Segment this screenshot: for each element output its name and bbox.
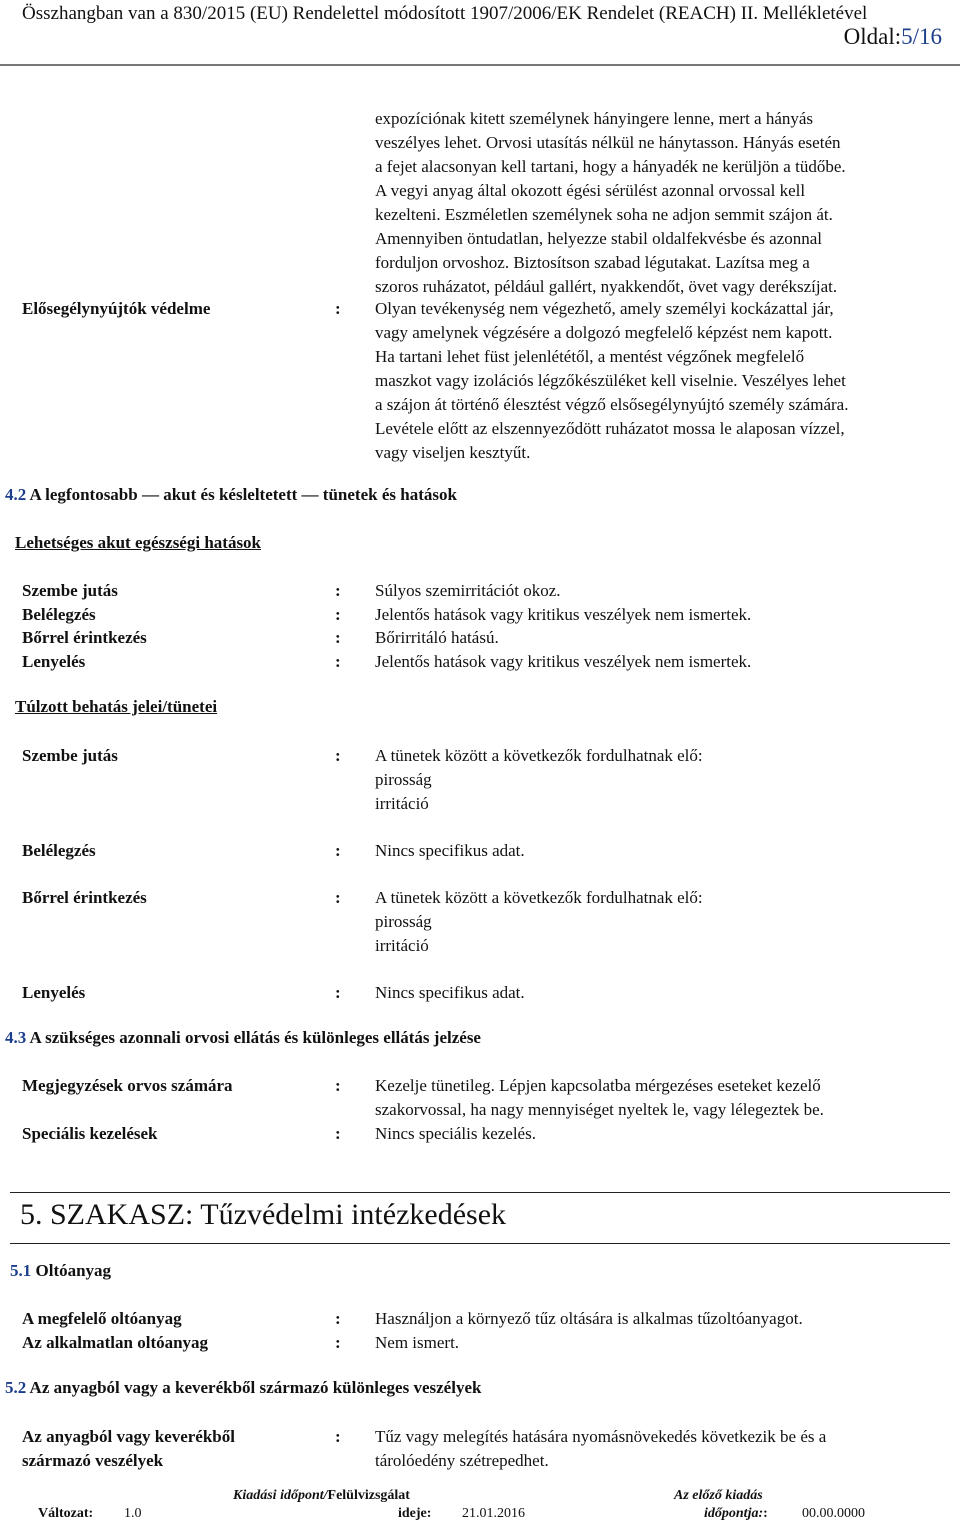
continuation-line: forduljon orvoshoz. Biztosítson szabad légutakat. Lazítsa meg a	[375, 253, 810, 272]
version-value: 1.0	[124, 1506, 142, 1521]
previous-issue-value: 00.00.0000	[802, 1506, 865, 1521]
section-5-1-heading	[10, 1261, 111, 1281]
acute-label: Bőrrel érintkezés	[22, 628, 147, 647]
section-number: 4.3	[5, 1028, 27, 1047]
extinguishing-media-value: Használjon a környező tűz oltására is alkalmas tűzoltóanyagot.	[375, 1309, 803, 1328]
first-aid-text	[375, 297, 950, 465]
previous-issue-label-bottom	[704, 1506, 768, 1522]
colon: :	[335, 652, 341, 671]
acute-value: Bőrirritáló hatású.	[375, 628, 499, 647]
hazards-line: tárolóedény szétrepedhet.	[375, 1451, 549, 1470]
first-aid-line: Olyan tevékenység nem végezhető, amely személyi kockázattal jár,	[375, 299, 834, 318]
section-number: 5.1	[10, 1261, 32, 1280]
colon: :	[335, 888, 341, 907]
acute-value: Jelentős hatások vagy kritikus veszélyek nem ismertek.	[375, 605, 752, 624]
special-treatment-value	[375, 1122, 945, 1146]
overexposure-line: pirosság	[375, 770, 432, 789]
colon: :	[335, 983, 341, 1002]
section-4-2-heading	[5, 485, 457, 505]
prev-label-colon: :	[763, 1506, 768, 1521]
issue-date-label-bottom: ideje:	[398, 1506, 432, 1521]
unsuitable-media-label: Az alkalmatlan oltóanyag	[22, 1333, 209, 1352]
continuation-line: a fejet alacsonyan kell tartani, hogy a hányadék ne kerüljön a tüdőbe.	[375, 157, 846, 176]
prev-label-b: időpontja:	[704, 1506, 764, 1521]
physician-notes-line: szakorvossal, ha nagy mennyiséget nyeltek le, vagy lélegeztek be.	[375, 1100, 824, 1119]
overexposure-value	[375, 981, 945, 1005]
previous-issue-label-top: Az előző kiadás	[674, 1488, 763, 1503]
hazards-label-line: származó veszélyek	[22, 1451, 164, 1470]
overexposure-value	[375, 839, 945, 863]
section-title: A szükséges azonnali orvosi ellátás és különleges ellátás jelzése	[26, 1028, 481, 1047]
section-4-3-heading	[5, 1028, 481, 1048]
overexposure-heading: Túlzott behatás jelei/tünetei	[15, 697, 218, 716]
version-label: Változat:	[38, 1506, 94, 1521]
unsuitable-media-value: Nem ismert.	[375, 1333, 460, 1352]
colon: :	[335, 1124, 341, 1143]
overexposure-line: pirosság	[375, 912, 432, 931]
section-number: 5.2	[5, 1378, 27, 1397]
colon: :	[335, 605, 341, 624]
continuation-line: Amennyiben öntudatlan, helyezze stabil oldalfekvésbe és azonnal	[375, 229, 823, 248]
section-number: 4.2	[5, 485, 27, 504]
overexposure-label: Bőrrel érintkezés	[22, 888, 147, 907]
page-num: 5/16	[901, 24, 942, 49]
acute-label: Szembe jutás	[22, 581, 118, 600]
section-5-2-heading	[5, 1378, 481, 1398]
colon: :	[335, 628, 341, 647]
acute-label: Lenyelés	[22, 652, 86, 671]
page-number	[844, 24, 942, 50]
section-title: A legfontosabb — akut és késleltetett — tünetek és hatások	[26, 485, 457, 504]
document-header-title: Összhangban van a 830/2015 (EU) Rendelettel módosított 1907/2006/EK Rendelet (REACH) II. Mellékletével	[22, 3, 868, 24]
colon: :	[335, 1076, 341, 1095]
page-label: Oldal:	[843, 24, 902, 49]
acute-effects-heading: Lehetséges akut egészségi hatások	[15, 533, 262, 552]
first-aid-line: Ha tartani lehet füst jelenlététől, a mentést végzőnek megfelelő	[375, 347, 805, 366]
overexposure-value	[375, 744, 945, 816]
colon: :	[335, 581, 341, 600]
continuation-line: szoros ruházatot, például gallért, nyakkendőt, övet vagy derékszíjat.	[375, 277, 838, 296]
physician-notes-value	[375, 1074, 945, 1122]
colon: :	[335, 299, 341, 318]
header-divider	[0, 64, 960, 66]
continuation-line: kezelteni. Eszméletlen személynek soha ne adjon semmit szájon át.	[375, 205, 833, 224]
overexposure-label: Lenyelés	[22, 983, 86, 1002]
continuation-line: expozíciónak kitett személynek hányingere lenne, mert a hányás	[375, 109, 814, 128]
continuation-line: veszélyes lehet. Orvosi utasítás nélkül ne hánytasson. Hányás esetén	[375, 133, 841, 152]
first-aid-label: Elősegélynyújtók védelme	[22, 299, 211, 318]
issue-date-label-top	[233, 1488, 410, 1504]
colon: :	[335, 1309, 341, 1328]
continuation-line: A vegyi anyag által okozott égési sérülést azonnal orvossal kell	[375, 181, 806, 200]
acute-value: Súlyos szemirritációt okoz.	[375, 581, 561, 600]
overexposure-line: irritáció	[375, 936, 429, 955]
section-5-banner	[10, 1192, 950, 1244]
section-5-title: 5. SZAKASZ: Tűzvédelmi intézkedések	[20, 1198, 507, 1231]
hazards-value	[375, 1425, 945, 1473]
continuation-paragraph	[375, 107, 950, 299]
first-aid-line: maszkot vagy izolációs légzőkészüléket kell viselnie. Veszélyes lehet	[375, 371, 846, 390]
hazards-label-line: Az anyagból vagy keverékből	[22, 1427, 235, 1446]
colon: :	[335, 841, 341, 860]
colon: :	[335, 746, 341, 765]
overexposure-label: Belélegzés	[22, 841, 96, 860]
extinguishing-media-label: A megfelelő oltóanyag	[22, 1309, 182, 1328]
special-treatment-label: Speciális kezelések	[22, 1124, 158, 1143]
special-treatment-line: Nincs speciális kezelés.	[375, 1124, 536, 1143]
issue-label-a: Kiadási időpont/	[233, 1488, 328, 1503]
issue-date-value: 21.01.2016	[462, 1506, 525, 1521]
hazards-line: Tűz vagy melegítés hatására nyomásnövekedés következik be és a	[375, 1427, 827, 1446]
first-aid-line: vagy viseljen kesztyűt.	[375, 443, 531, 462]
overexposure-line: A tünetek között a következők fordulhatnak elő:	[375, 888, 703, 907]
colon: :	[335, 1333, 341, 1352]
overexposure-line: irritáció	[375, 794, 429, 813]
overexposure-line: Nincs specifikus adat.	[375, 983, 525, 1002]
overexposure-label: Szembe jutás	[22, 746, 118, 765]
first-aid-line: a szájon át történő élesztést végző elsősegélynyújtó személy számára.	[375, 395, 849, 414]
acute-label: Belélegzés	[22, 605, 96, 624]
overexposure-line: Nincs specifikus adat.	[375, 841, 525, 860]
acute-value: Jelentős hatások vagy kritikus veszélyek nem ismertek.	[375, 652, 752, 671]
section-title: Oltóanyag	[31, 1261, 112, 1280]
overexposure-line: A tünetek között a következők fordulhatnak elő:	[375, 746, 703, 765]
issue-label-b: Felülvizsgálat	[327, 1488, 410, 1503]
colon: :	[335, 1427, 341, 1446]
first-aid-line: Levétele előtt az elszennyeződött ruházatot mossa le alaposan vízzel,	[375, 419, 845, 438]
overexposure-value	[375, 886, 945, 958]
physician-notes-label: Megjegyzések orvos számára	[22, 1076, 233, 1095]
physician-notes-line: Kezelje tünetileg. Lépjen kapcsolatba mérgezéses eseteket kezelő	[375, 1076, 821, 1095]
first-aid-line: vagy amelynek végzésére a dolgozó megfelelő képzést nem kapott.	[375, 323, 833, 342]
section-title: Az anyagból vagy a keverékből származó különleges veszélyek	[26, 1378, 482, 1397]
hazards-label	[22, 1425, 235, 1473]
